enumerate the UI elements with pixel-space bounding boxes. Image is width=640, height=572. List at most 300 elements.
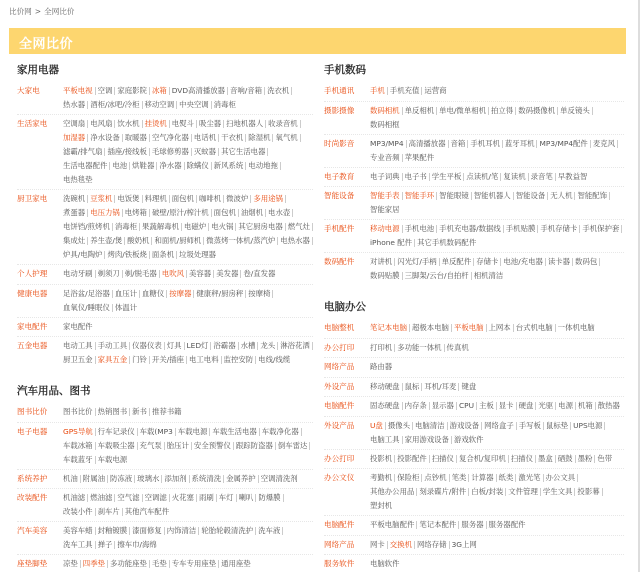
- category-link[interactable]: 扫描仪: [509, 455, 536, 463]
- category-link[interactable]: 智能眼镜: [437, 192, 472, 200]
- category-link[interactable]: 电烤箱: [123, 209, 150, 217]
- category-link[interactable]: 显卡: [497, 402, 517, 410]
- category-link[interactable]: 掸子: [96, 541, 116, 549]
- category-link[interactable]: 毛垫: [150, 560, 170, 568]
- category-link[interactable]: 手写板: [517, 422, 544, 430]
- category-link[interactable]: 三脚架/云台/自拍杆: [403, 272, 472, 280]
- category-link[interactable]: 电脑工具: [368, 436, 403, 444]
- category-link[interactable]: 挂烫机: [143, 120, 170, 128]
- category-label[interactable]: 电脑整机: [324, 323, 355, 332]
- category-link[interactable]: 空气净化器: [150, 134, 192, 142]
- category-link[interactable]: 血糖仪: [140, 290, 167, 298]
- category-link[interactable]: 电线/线缆: [258, 355, 291, 364]
- category-link[interactable]: 电火锅: [209, 223, 236, 231]
- category-link[interactable]: 跟踪防盗器: [234, 442, 276, 450]
- category-link[interactable]: 数码摄像机: [516, 107, 558, 115]
- category-link[interactable]: 金属养护: [224, 475, 259, 483]
- category-link[interactable]: LED灯: [185, 342, 212, 350]
- category-link[interactable]: 灯具: [165, 342, 185, 350]
- category-link[interactable]: 手机耳机: [468, 140, 503, 148]
- category-link[interactable]: 养生壶/煲: [88, 237, 125, 245]
- category-link[interactable]: 路由器: [370, 362, 393, 371]
- category-link[interactable]: 按摩器: [167, 290, 194, 298]
- category-link[interactable]: 血氧仪/睡眠仪: [61, 304, 113, 312]
- category-link[interactable]: 激光笔: [516, 474, 543, 482]
- category-link[interactable]: 足浴盆/足浴器: [61, 290, 113, 298]
- category-link[interactable]: 多功能一体机: [395, 344, 444, 352]
- category-link[interactable]: 血压计: [113, 290, 140, 298]
- category-link[interactable]: 热水器: [61, 101, 88, 109]
- category-link[interactable]: 雨刷: [197, 494, 217, 502]
- category-link[interactable]: 电工电料: [187, 356, 222, 364]
- category-link[interactable]: 擦车巾/海绵: [117, 540, 157, 549]
- category-label[interactable]: 外设产品: [324, 420, 355, 430]
- category-link[interactable]: 墨盒: [536, 455, 556, 463]
- category-link[interactable]: 刹车片: [96, 508, 123, 516]
- category-link[interactable]: 投影幕: [575, 488, 602, 496]
- category-link[interactable]: 消毒柜: [213, 100, 236, 109]
- category-link[interactable]: 面包机: [170, 195, 197, 203]
- category-link[interactable]: 喇叭: [237, 494, 257, 502]
- category-link[interactable]: 胎压计: [165, 442, 192, 450]
- category-link[interactable]: 体温计: [114, 302, 138, 312]
- category-link[interactable]: 酸奶机: [125, 237, 152, 245]
- category-link[interactable]: 苹果配件: [404, 152, 435, 162]
- category-link[interactable]: 复读机: [501, 173, 528, 181]
- category-label[interactable]: 图书比价: [17, 407, 48, 416]
- category-link[interactable]: 和面机/厨师机: [152, 237, 204, 245]
- category-link[interactable]: 垃圾处理器: [179, 250, 217, 259]
- category-link[interactable]: MP3/MP4配件: [537, 140, 590, 148]
- category-link[interactable]: 电动工具: [61, 342, 96, 350]
- category-label[interactable]: 个人护理: [17, 269, 48, 278]
- category-link[interactable]: 其它手机数码配件: [417, 238, 477, 247]
- category-label[interactable]: 摄影摄像: [324, 105, 355, 115]
- category-link[interactable]: 美容器: [187, 270, 214, 278]
- category-link[interactable]: 智能手环: [403, 192, 438, 200]
- category-link[interactable]: 电饭煲: [115, 195, 142, 203]
- category-label[interactable]: 健康电器: [17, 288, 48, 298]
- category-link[interactable]: 上网本: [487, 324, 514, 332]
- category-link[interactable]: 扫地机器人: [224, 120, 266, 128]
- category-link[interactable]: 加湿器: [61, 134, 88, 142]
- category-link[interactable]: 家庭影院: [115, 87, 150, 95]
- category-link[interactable]: 移动硬盘: [368, 383, 403, 391]
- category-link[interactable]: 通用座垫: [221, 559, 251, 568]
- category-link[interactable]: 洗车工具: [61, 541, 96, 549]
- category-label[interactable]: 电子电器: [17, 426, 48, 436]
- category-link[interactable]: 学生文具: [541, 488, 576, 496]
- category-link[interactable]: 健康秤/厨房秤: [194, 290, 246, 298]
- category-link[interactable]: 移动电源: [368, 225, 403, 233]
- category-link[interactable]: 按摩椅: [246, 290, 273, 298]
- category-link[interactable]: 图书比价: [61, 408, 96, 416]
- category-link[interactable]: 麦克风: [591, 140, 618, 148]
- category-link[interactable]: 行车记录仪: [96, 428, 138, 436]
- category-link[interactable]: 电熨斗: [170, 120, 197, 128]
- category-link[interactable]: 开关/插座: [150, 356, 187, 364]
- category-link[interactable]: 专车专用座垫: [170, 560, 219, 568]
- category-link[interactable]: 微蒸烤一体机/蒸汽炉: [204, 237, 278, 245]
- category-link[interactable]: 中央空调: [177, 101, 212, 109]
- category-link[interactable]: 平板电视: [61, 87, 96, 95]
- category-link[interactable]: 氧气机: [273, 134, 300, 142]
- category-link[interactable]: 电池/充电器: [501, 258, 545, 266]
- category-link[interactable]: 平板电脑: [452, 324, 487, 332]
- category-link[interactable]: 对讲机: [368, 258, 395, 266]
- category-link[interactable]: 单反配件: [440, 258, 475, 266]
- category-link[interactable]: 电磁炉: [182, 223, 209, 231]
- category-label[interactable]: 网络产品: [324, 362, 355, 371]
- category-link[interactable]: 电动牙刷: [61, 270, 96, 278]
- category-link[interactable]: 专业音频: [368, 154, 403, 162]
- category-link[interactable]: 办公文具: [544, 474, 579, 482]
- category-link[interactable]: 投影配件: [395, 455, 430, 463]
- category-link[interactable]: 电动地拖: [246, 162, 281, 170]
- category-link[interactable]: 一体机电脑: [557, 323, 595, 332]
- category-link[interactable]: 存储卡: [474, 258, 501, 266]
- category-link[interactable]: 空调扇: [61, 120, 88, 128]
- category-link[interactable]: 家具五金: [96, 356, 131, 364]
- category-link[interactable]: 手机保护套: [580, 225, 622, 233]
- category-link[interactable]: 电饼铛/煎烤机: [61, 223, 113, 231]
- category-link[interactable]: 刻录碟片/附件: [417, 488, 469, 496]
- category-link[interactable]: 投影机: [368, 455, 395, 463]
- category-link[interactable]: 面包机: [212, 209, 239, 217]
- category-link[interactable]: 复合机/复印机: [457, 455, 509, 463]
- category-link[interactable]: CPU: [457, 402, 477, 410]
- category-link[interactable]: 车载电源: [97, 454, 128, 464]
- category-link[interactable]: 平板电脑配件: [368, 521, 417, 529]
- category-link[interactable]: 添加剂: [162, 475, 189, 483]
- category-link[interactable]: 网络盒子: [482, 422, 517, 430]
- category-link[interactable]: 白板/封装: [469, 488, 506, 496]
- category-link[interactable]: 计算器: [469, 474, 496, 482]
- category-link[interactable]: 电池: [110, 162, 130, 170]
- category-link[interactable]: 无人机: [548, 192, 575, 200]
- category-link[interactable]: 传真机: [446, 342, 469, 352]
- category-label[interactable]: 办公打印: [324, 453, 355, 463]
- category-link[interactable]: 料理机: [143, 195, 170, 203]
- category-label[interactable]: 大家电: [17, 86, 40, 95]
- category-link[interactable]: 车载(MP3: [138, 428, 176, 436]
- category-label[interactable]: 外设产品: [324, 381, 355, 391]
- category-link[interactable]: 手机存储卡: [538, 225, 580, 233]
- category-link[interactable]: 新书: [130, 408, 150, 416]
- category-link[interactable]: 干衣机: [219, 134, 246, 142]
- category-link[interactable]: 笔记本配件: [417, 521, 459, 529]
- category-link[interactable]: 单反镜头: [558, 107, 593, 115]
- category-link[interactable]: 智能配饰: [575, 192, 610, 200]
- category-link[interactable]: 音箱: [449, 140, 469, 148]
- category-link[interactable]: GPS导航: [61, 428, 96, 436]
- category-link[interactable]: 扫描仪: [430, 455, 457, 463]
- category-link[interactable]: 多功能座垫: [108, 560, 150, 568]
- category-label[interactable]: 数码配件: [324, 257, 355, 266]
- category-link[interactable]: 炉具/电陶炉: [61, 251, 105, 259]
- category-link[interactable]: 手机充电器/数据线: [437, 225, 504, 233]
- category-link[interactable]: 电水壶: [266, 209, 293, 217]
- category-link[interactable]: 手机充值: [388, 87, 423, 95]
- category-label[interactable]: 五金电器: [17, 341, 48, 350]
- category-link[interactable]: 生活电器配件: [61, 162, 110, 170]
- category-link[interactable]: 键盘: [461, 381, 477, 391]
- category-link[interactable]: 点钞机: [422, 474, 449, 482]
- category-link[interactable]: 车载电源: [176, 428, 211, 436]
- category-link[interactable]: U盘: [368, 422, 386, 430]
- category-link[interactable]: 倒车雷达: [276, 442, 311, 450]
- category-link[interactable]: 光驱: [536, 402, 556, 410]
- category-link[interactable]: 智能机器人: [472, 192, 514, 200]
- category-label[interactable]: 汽车美容: [17, 526, 48, 535]
- category-link[interactable]: 智能设备: [514, 192, 549, 200]
- category-link[interactable]: 固态硬盘: [368, 402, 403, 410]
- category-link[interactable]: 其他办公用品: [368, 488, 417, 496]
- category-link[interactable]: 酒柜/冰吧/冷柜: [88, 101, 142, 109]
- category-link[interactable]: 车灯: [217, 494, 237, 502]
- category-link[interactable]: 打印机: [368, 344, 395, 352]
- category-link[interactable]: 耳机/耳麦: [422, 383, 459, 391]
- category-link[interactable]: 车载生活电器: [210, 428, 259, 436]
- category-link[interactable]: 电风扇: [88, 120, 115, 128]
- category-link[interactable]: 玻璃水: [135, 475, 162, 483]
- category-link[interactable]: 电子书: [403, 173, 430, 181]
- category-link[interactable]: 果蔬解毒机: [140, 223, 182, 231]
- category-label[interactable]: 生活家电: [17, 119, 48, 128]
- category-link[interactable]: 系统清洗: [190, 475, 225, 483]
- category-label[interactable]: 家电配件: [17, 321, 48, 331]
- category-link[interactable]: 3G上网: [451, 539, 477, 549]
- category-link[interactable]: 多用途锅: [251, 195, 286, 203]
- category-link[interactable]: 厨卫五金: [61, 356, 96, 364]
- category-link[interactable]: MP3/MP4: [368, 140, 407, 148]
- category-link[interactable]: 轮胎轮毂清洗护: [199, 527, 256, 535]
- category-link[interactable]: 单电/微单相机: [437, 107, 489, 115]
- category-link[interactable]: 游戏设备: [448, 422, 483, 430]
- category-link[interactable]: 机箱: [576, 402, 596, 410]
- category-link[interactable]: 饮水机: [115, 120, 142, 128]
- category-link[interactable]: 电话机: [192, 134, 219, 142]
- category-link[interactable]: 电脑清洁: [413, 422, 448, 430]
- category-link[interactable]: 空调滤: [143, 494, 170, 502]
- category-label[interactable]: 时尚影音: [324, 138, 355, 148]
- category-link[interactable]: 微波炉: [224, 195, 251, 203]
- category-link[interactable]: 车载冰箱: [61, 442, 96, 450]
- category-link[interactable]: 水槽: [239, 342, 259, 350]
- category-link[interactable]: 运营商: [424, 86, 447, 95]
- category-link[interactable]: 拍立得: [489, 107, 516, 115]
- category-link[interactable]: 浴霸器: [211, 342, 238, 350]
- category-link[interactable]: DVD高清播放器: [170, 87, 228, 95]
- category-label[interactable]: 改装配件: [17, 493, 48, 502]
- category-link[interactable]: 文件管理: [506, 488, 541, 496]
- category-label[interactable]: 手机通讯: [324, 86, 355, 95]
- category-label[interactable]: 厨卫家电: [17, 194, 48, 203]
- category-link[interactable]: 录音笔: [529, 173, 556, 181]
- category-link[interactable]: 除湿机: [246, 134, 273, 142]
- category-link[interactable]: 四季垫: [81, 560, 108, 568]
- category-link[interactable]: 取暖器: [123, 134, 150, 142]
- category-link[interactable]: 学生平板: [430, 173, 465, 181]
- category-link[interactable]: 烤肉/铁板烧: [105, 251, 149, 259]
- category-link[interactable]: 手机贴膜: [504, 225, 539, 233]
- category-link[interactable]: 机油滤: [61, 494, 88, 502]
- category-link[interactable]: 电热毯垫: [63, 175, 93, 184]
- category-link[interactable]: 数码相框: [370, 119, 400, 129]
- category-link[interactable]: 网络存储: [415, 541, 450, 549]
- category-label[interactable]: 办公打印: [324, 342, 355, 352]
- category-label[interactable]: 电脑配件: [324, 401, 355, 410]
- category-link[interactable]: 封釉镀膜: [96, 527, 131, 535]
- category-link[interactable]: 智能家居: [370, 205, 400, 214]
- category-link[interactable]: 笔类: [450, 474, 470, 482]
- category-link[interactable]: 烘鞋器: [130, 162, 157, 170]
- category-link[interactable]: 净水设备: [88, 134, 123, 142]
- category-link[interactable]: 空调清洗剂: [260, 473, 298, 483]
- category-link[interactable]: 改装小件: [61, 508, 96, 516]
- category-link[interactable]: 车载蓝牙: [61, 456, 96, 464]
- category-link[interactable]: 车载吸尘器: [96, 442, 138, 450]
- category-link[interactable]: 安全预警仪: [192, 442, 234, 450]
- category-link[interactable]: 鼠标垫: [544, 422, 571, 430]
- category-link[interactable]: 墨粉: [576, 455, 596, 463]
- category-link[interactable]: 燃气灶: [286, 223, 313, 231]
- category-link[interactable]: 空调: [96, 87, 116, 95]
- category-link[interactable]: 空气滤: [115, 494, 142, 502]
- category-link[interactable]: 其它生活电器: [219, 148, 268, 156]
- category-link[interactable]: 除螨仪: [185, 162, 212, 170]
- category-link[interactable]: 点读机/笔: [464, 173, 501, 181]
- category-link[interactable]: 台式机电脑: [514, 324, 556, 332]
- category-link[interactable]: 纸类: [497, 474, 517, 482]
- category-link[interactable]: 美发器: [214, 270, 241, 278]
- category-link[interactable]: 滤霸/排气扇: [61, 148, 105, 156]
- category-label[interactable]: 办公文仪: [324, 473, 355, 482]
- category-link[interactable]: 防爆膜: [256, 494, 283, 502]
- category-link[interactable]: 塑封机: [370, 501, 393, 510]
- category-link[interactable]: 卷/直发器: [243, 269, 276, 278]
- category-link[interactable]: 色带: [597, 453, 613, 463]
- category-link[interactable]: 电吹风: [160, 270, 187, 278]
- category-link[interactable]: iPhone 配件: [368, 239, 415, 247]
- category-link[interactable]: 家用游戏设备: [403, 436, 452, 444]
- category-link[interactable]: 内存条: [403, 402, 430, 410]
- category-link[interactable]: 面条机: [150, 251, 177, 259]
- category-link[interactable]: 硬盘: [517, 402, 537, 410]
- category-link[interactable]: 仪器仪表: [130, 342, 165, 350]
- category-label[interactable]: 网络产品: [324, 539, 355, 549]
- category-link[interactable]: 集成灶: [61, 237, 88, 245]
- category-link[interactable]: 插座/接线板: [105, 148, 149, 156]
- category-link[interactable]: 单反相机: [403, 107, 438, 115]
- category-link[interactable]: 蓝牙耳机: [503, 140, 538, 148]
- category-link[interactable]: 洗碗机: [61, 195, 88, 203]
- category-label[interactable]: 服务软件: [324, 559, 355, 568]
- category-link[interactable]: 附属油: [81, 475, 108, 483]
- category-link[interactable]: 漆面修复: [130, 527, 165, 535]
- category-link[interactable]: 移动空调: [143, 101, 178, 109]
- category-link[interactable]: 冰箱: [150, 87, 170, 95]
- category-link[interactable]: 手机: [368, 87, 388, 95]
- category-link[interactable]: 音响/音箱: [228, 87, 265, 95]
- category-link[interactable]: 服务器配件: [488, 520, 526, 529]
- category-link[interactable]: 电源: [556, 402, 576, 410]
- category-link[interactable]: 龙头: [258, 342, 278, 350]
- category-link[interactable]: 游戏软件: [453, 434, 484, 444]
- category-link[interactable]: 内饰清洁: [165, 527, 200, 535]
- category-link[interactable]: 保险柜: [395, 474, 422, 482]
- category-link[interactable]: 机油: [61, 475, 81, 483]
- category-link[interactable]: 监控安防: [222, 356, 257, 364]
- category-link[interactable]: 豆浆机: [88, 195, 115, 203]
- category-link[interactable]: 毛球修剪器: [150, 148, 192, 156]
- category-link[interactable]: 智能手表: [368, 192, 403, 200]
- category-link[interactable]: 鼠标: [403, 383, 423, 391]
- category-link[interactable]: 燃油滤: [88, 494, 115, 502]
- category-link[interactable]: 车载净化器: [260, 428, 302, 436]
- category-label[interactable]: 座垫脚垫: [17, 559, 48, 568]
- category-link[interactable]: 主板: [477, 402, 497, 410]
- category-link[interactable]: 破壁/原汁/榨汁机: [150, 209, 212, 217]
- category-link[interactable]: 充气泵: [138, 442, 165, 450]
- category-link[interactable]: 净水器: [157, 162, 184, 170]
- category-link[interactable]: 笔记本电脑: [368, 324, 410, 332]
- category-label[interactable]: 电子教育: [324, 171, 355, 181]
- category-link[interactable]: 咖啡机: [197, 195, 224, 203]
- category-link[interactable]: 灭蚊器: [192, 148, 219, 156]
- category-link[interactable]: 新风系统: [212, 162, 247, 170]
- category-link[interactable]: 其他汽车配件: [124, 507, 170, 516]
- category-link[interactable]: 闪光灯/手柄: [395, 258, 439, 266]
- category-link[interactable]: UPS电源: [571, 422, 605, 430]
- category-link[interactable]: 电脑软件: [370, 559, 400, 568]
- breadcrumb-home-link[interactable]: 比价网: [9, 7, 32, 16]
- category-link[interactable]: 洗衣机: [265, 87, 292, 95]
- category-link[interactable]: 网卡: [368, 541, 388, 549]
- category-link[interactable]: 吸尘器: [197, 120, 224, 128]
- category-link[interactable]: 超极本电脑: [410, 324, 452, 332]
- category-link[interactable]: 消毒柜: [113, 223, 140, 231]
- category-label[interactable]: 手机配件: [324, 224, 355, 233]
- category-label[interactable]: 智能设备: [324, 191, 355, 200]
- category-link[interactable]: 数码相机: [368, 107, 403, 115]
- category-label[interactable]: 系统养护: [17, 473, 48, 483]
- category-link[interactable]: 洗车液: [256, 527, 283, 535]
- category-link[interactable]: 数码包: [573, 258, 600, 266]
- category-link[interactable]: 火花塞: [170, 494, 197, 502]
- category-link[interactable]: 防冻液: [108, 475, 135, 483]
- category-link[interactable]: 凉垫: [61, 560, 81, 568]
- category-link[interactable]: 显示器: [430, 402, 457, 410]
- category-link[interactable]: 家电配件: [63, 321, 93, 331]
- category-link[interactable]: 淋浴花洒: [278, 342, 313, 350]
- category-link[interactable]: 电子词典: [368, 173, 403, 181]
- category-link[interactable]: 服务器: [459, 521, 486, 529]
- category-label[interactable]: 电脑配件: [324, 520, 355, 529]
- category-link[interactable]: 读卡器: [546, 258, 573, 266]
- category-link[interactable]: 剃/脱毛器: [123, 270, 160, 278]
- category-link[interactable]: 交换机: [388, 541, 415, 549]
- category-link[interactable]: 油烟机: [239, 209, 266, 217]
- category-link[interactable]: 相机清洁: [473, 271, 504, 280]
- category-link[interactable]: 煮蛋器: [61, 209, 88, 217]
- category-link[interactable]: 剃须刀: [96, 270, 123, 278]
- category-link[interactable]: 其它厨房电器: [236, 223, 285, 231]
- category-link[interactable]: 散热器: [597, 401, 620, 410]
- category-link[interactable]: 考勤机: [368, 474, 395, 482]
- category-link[interactable]: 早教益智: [557, 171, 588, 181]
- category-link[interactable]: 电热水器: [278, 237, 313, 245]
